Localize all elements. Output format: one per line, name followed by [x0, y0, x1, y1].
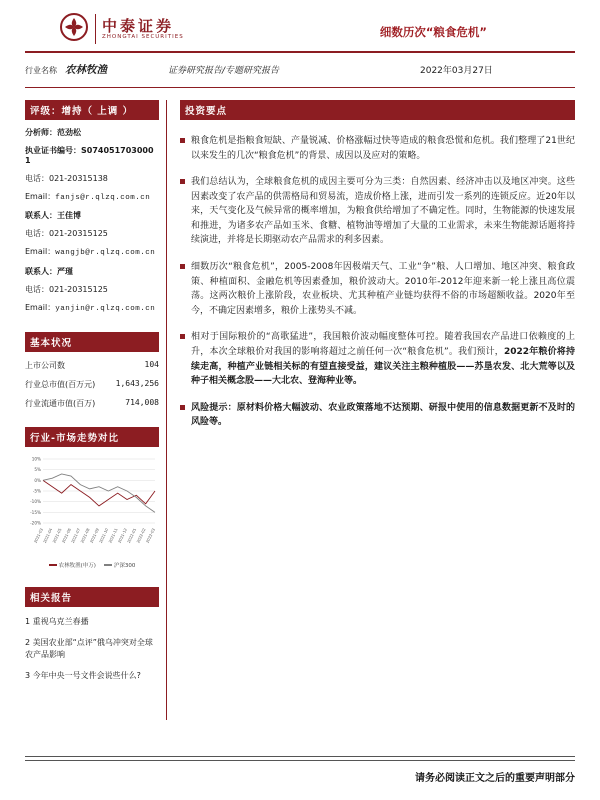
contact-value: 范劲松 — [57, 128, 81, 137]
report-header — [25, 10, 575, 46]
investment-point — [180, 330, 575, 388]
contact-value: fanjs@r.qlzq.com.cn — [55, 194, 151, 202]
contact-label: 电话： — [25, 284, 49, 294]
bullet-square-icon — [180, 138, 185, 143]
investment-points-list — [180, 134, 575, 430]
point-text-normal: 粮食危机是指粮食短缺、产量锐减、价格涨幅过快等造成的粮食恐慌和危机。我们整理了21世纪以来发生的几次“粮食危机”的背景、成因以及应对的策略。 — [191, 136, 575, 161]
meta-row — [25, 53, 575, 87]
svg-text:2021-12: 2021-12 — [116, 527, 128, 544]
contact-label: 联系人： — [25, 266, 57, 276]
report-type: 证券研究报告/专题研究报告 — [168, 66, 280, 76]
stat-row — [25, 360, 159, 371]
phone-row — [25, 285, 159, 295]
contact-value: yanjin@r.qlzq.com.cn — [55, 304, 156, 313]
trend-chart — [25, 455, 159, 569]
svg-text:2021-04: 2021-04 — [41, 527, 54, 544]
point-text-bold: 2022年粮价将持续走高，种植产业链相关标的有望直接受益，建议关注主粮种植股——苏垦农发、北大荒等以及种子相关概念股——大北农、登海种业等。 — [191, 346, 576, 387]
legend-item: 沪深300 — [104, 561, 136, 569]
analyst-block — [25, 128, 159, 314]
svg-text:2021-05: 2021-05 — [51, 527, 63, 544]
sidebar — [25, 100, 166, 720]
point-text-bold: 风险提示：原材料价格大幅波动、农业政策落地不达预期、研报中使用的信息数据更新不及时的风险等。 — [191, 402, 575, 428]
point-text-normal: 细数历次“粮食危机”，2005-2008年因极端天气、工业“争”粮、人口增加、地区冲突、粮食政策、种植面积、金融危机等因素叠加，粮价波动大。2010年-2012年迎来新一轮上涨且高位震荡。这两次粮价上涨阶段，农业板块、尤其种植产业链均获得不俗的市场超额收益。2020年至今，不确定因素增多，粮价上涨势头不减。 — [191, 262, 575, 316]
license-row — [25, 146, 159, 166]
related-reports-section — [25, 587, 159, 682]
investment-point — [180, 134, 575, 163]
zhongtai-logo — [59, 12, 184, 46]
svg-text:2022-02: 2022-02 — [135, 527, 147, 544]
legend-item: 农林牧渔(申万) — [49, 561, 96, 569]
stat-label: 行业总市值(百万元) — [25, 380, 96, 390]
contact-value: 021-20315125 — [49, 284, 108, 294]
chart-legend — [25, 561, 159, 569]
stat-label: 上市公司数 — [25, 361, 65, 371]
contact-value: 021-20315125 — [49, 229, 108, 239]
point-text-normal: 相对于国际粮价的“高歌猛进”，我国粮价波动幅度整体可控。随着我国农产品进口依赖度的上升，本次全球粮价对我国的影响将超过之前任何一次“粮食危机”。我们预计， — [191, 332, 575, 357]
svg-text:2021-11: 2021-11 — [107, 527, 119, 544]
svg-text:0%: 0% — [34, 477, 41, 483]
report-title: 细数历次“粮食危机” — [379, 25, 487, 39]
svg-text:2021-09: 2021-09 — [88, 527, 100, 544]
email-row — [25, 192, 159, 203]
point-text — [191, 401, 575, 430]
point-text — [191, 330, 575, 388]
stat-value: 104 — [144, 360, 159, 370]
logo-text-cn: 中泰证券 — [102, 16, 175, 35]
svg-text:2021-03: 2021-03 — [32, 527, 44, 544]
email-row — [25, 303, 159, 314]
investment-point — [180, 175, 575, 248]
footer-disclaimer: 请务必阅读正文之后的重要声明部分 — [415, 773, 575, 784]
contact-person-row — [25, 267, 159, 277]
svg-text:2022-03: 2022-03 — [144, 527, 156, 544]
trend-chart-svg — [25, 455, 158, 555]
basic-status-section — [25, 332, 159, 409]
point-text — [191, 134, 575, 163]
main-content — [166, 100, 575, 720]
legend-swatch — [104, 564, 112, 566]
related-reports-bar: 相关报告 — [25, 587, 159, 607]
bullet-square-icon — [180, 405, 185, 410]
phone-row — [25, 174, 159, 184]
investment-point — [180, 260, 575, 318]
market-trend-section — [25, 427, 159, 569]
contact-value: 021-20315138 — [49, 174, 108, 183]
logo-text — [102, 18, 184, 41]
point-text — [191, 175, 575, 248]
legend-swatch — [49, 564, 57, 566]
logo-divider — [95, 14, 96, 44]
contact-label: 电话： — [25, 174, 49, 183]
stat-label: 行业流通市值(百万) — [25, 399, 96, 409]
bullet-square-icon — [180, 179, 185, 184]
industry-value: 农林牧渔 — [65, 64, 107, 76]
svg-text:10%: 10% — [31, 456, 41, 462]
basic-status-bar: 基本状况 — [25, 332, 159, 352]
stat-row — [25, 398, 159, 409]
contact-value: 严瑾 — [57, 266, 73, 276]
svg-text:2021-08: 2021-08 — [79, 527, 91, 544]
page-footer — [25, 756, 575, 784]
phone-row — [25, 229, 159, 239]
content-columns — [25, 100, 575, 720]
svg-text:2022-01: 2022-01 — [125, 527, 138, 544]
stat-row — [25, 379, 159, 390]
bullet-square-icon — [180, 334, 185, 339]
related-report-item: 1 重视乌克兰春播 — [25, 617, 89, 627]
svg-text:-20%: -20% — [30, 520, 41, 526]
svg-text:-10%: -10% — [30, 499, 41, 505]
industry-name — [25, 62, 168, 77]
footer-rule — [25, 756, 575, 761]
contact-label: Email： — [25, 192, 56, 201]
header-rule-thin — [25, 87, 575, 88]
svg-text:-5%: -5% — [32, 488, 41, 494]
svg-text:5%: 5% — [34, 467, 41, 473]
contact-value: 王佳博 — [57, 211, 81, 221]
contact-value: wangjb@r.qlzq.com.cn — [55, 249, 156, 258]
zhongtai-emblem-icon — [59, 12, 89, 46]
contact-label: Email： — [25, 247, 56, 257]
svg-text:2021-10: 2021-10 — [97, 527, 110, 544]
contact-label: 执业证书编号： — [25, 146, 81, 155]
svg-text:-15%: -15% — [30, 509, 41, 515]
bullet-square-icon — [180, 264, 185, 269]
contact-person-row — [25, 211, 159, 221]
stat-value: 714,008 — [125, 398, 159, 408]
stat-value: 1,643,256 — [115, 379, 159, 389]
related-report-item: 3 今年中央一号文件会说些什么? — [25, 671, 141, 681]
point-text-normal: 我们总结认为，全球粮食危机的成因主要可分为三类：自然因素、经济冲击以及地区冲突。这些因素改变了农产品的供需格局和贸易流，造成价格上涨，进而引发一系列的连锁反应。近20年以来，天气变化及气候异常的概率增加，为粮食供给增加了不确定性。同时，生物能源的快速发展和推进，为诸多农产品如玉米、食糖、植物油等增加了大量的工业需求，未来生物能源话题将持续演进，并将是长期驱动农产品需求的利多因素。 — [191, 177, 575, 246]
contact-label: Email： — [25, 302, 56, 312]
analyst-row — [25, 128, 159, 138]
contact-label: 电话： — [25, 229, 49, 239]
related-report-item: 2 美国农业部“点评”俄乌冲突对全球农产品影响 — [25, 638, 153, 660]
logo-text-en: ZHONGTAI SECURITIES — [102, 34, 184, 41]
market-trend-bar: 行业-市场走势对比 — [25, 427, 159, 447]
point-text — [191, 260, 575, 318]
investment-points-bar: 投资要点 — [180, 100, 575, 120]
contact-value: S0740517030001 — [25, 146, 154, 165]
svg-text:2021-06: 2021-06 — [60, 527, 72, 544]
report-date: 2022年03月27日 — [420, 66, 493, 76]
rating-bar: 评级：增持（ 上调 ） — [25, 100, 159, 120]
email-row — [25, 247, 159, 258]
industry-label: 行业名称 — [25, 66, 57, 75]
contact-label: 联系人： — [25, 211, 57, 221]
contact-label: 分析师： — [25, 128, 57, 137]
risk-warning-point — [180, 401, 575, 430]
svg-text:2021-07: 2021-07 — [69, 527, 82, 544]
